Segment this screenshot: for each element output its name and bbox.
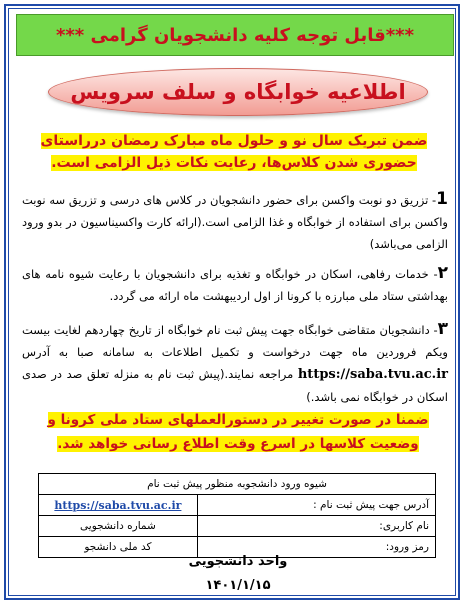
table-label: نام کاربری: — [197, 516, 435, 537]
table-value — [39, 495, 198, 516]
title-ellipse — [48, 68, 428, 116]
table-value: شماره دانشجویی — [39, 516, 198, 537]
signature-block — [126, 550, 350, 598]
table-row — [39, 495, 436, 516]
top-banner — [16, 14, 454, 56]
table-header: شیوه ورود دانشجوبه منظور پیش ثبت نام — [39, 474, 436, 495]
item-number: ۲ — [437, 263, 448, 283]
signature-unit: واحد دانشجویی — [188, 554, 288, 569]
item-text-after: مراجعه نمایند.(پیش ثبت نام به منزله تعلق صد در صدی اسکان در خوابگاه نمی باشد.) — [22, 367, 448, 404]
item-1 — [22, 188, 448, 255]
item-2 — [22, 262, 448, 307]
note-text — [46, 408, 430, 456]
table-header-row — [39, 474, 436, 495]
intro-text — [18, 130, 450, 174]
item-text: - تزریق دو نوبت واکسن برای حضور دانشجویان در کلاس های درسی و تزریق سه نوبت واکسن برای استفاده از خوابگاه و غذا الزامی است.(ارائه کارت واکسیناسیون در بدو ورود الزامی می‌باشد) — [22, 193, 448, 251]
item-3 — [22, 318, 448, 408]
signature-date: ۱۴۰۱/۱/۱۵ — [205, 578, 271, 593]
table-label: آدرس جهت پیش ثبت نام : — [197, 495, 435, 516]
table-row — [39, 516, 436, 537]
note-highlight: ضمنا در صورت تغییر در دستورالعملهای ستاد ملی کرونا و وضعیت کلاسها در اسرع وقت اطلاع رسانی خواهد شد. — [47, 412, 429, 452]
login-table — [38, 473, 436, 558]
item-text: - خدمات رفاهی، اسکان در خوابگاه و تغذیه برای دانشجویان با رعایت شیوه نامه های بهداشتی ستاد ملی مبارزه با کرونا از اول اردیبهشت ماه ارائه می گردد. — [22, 267, 448, 303]
page-frame — [4, 4, 460, 600]
saba-link[interactable]: https://saba.tvu.ac.ir — [54, 498, 182, 512]
banner-text: ***قابل توجه کلیه دانشجویان گرامی *** — [55, 24, 414, 46]
item-number: ۳ — [437, 319, 448, 339]
intro-highlight: ضمن تبریک سال نو و حلول ماه مبارک رمضان درراستای حضوری شدن کلاس‌ها، رعایت نکات ذیل الزامی است. — [40, 133, 428, 171]
item-number: 1 — [436, 189, 448, 209]
table-label: رمز ورود: — [197, 537, 435, 558]
saba-url-inline[interactable]: https://saba.tvu.ac.ir — [297, 367, 448, 382]
page-title: اطلاعیه خوابگاه و سلف سرویس — [70, 80, 406, 104]
table-value: کد ملی دانشجو — [39, 537, 198, 558]
item-text: - دانشجویان متقاضی خوابگاه جهت پیش ثبت نام خوابگاه از تاریخ چهاردهم لغایت بیست ویکم فروردین ماه جهت درخواست و تکمیل اطلاعات به سامانه صبا به آدرس — [22, 323, 448, 359]
